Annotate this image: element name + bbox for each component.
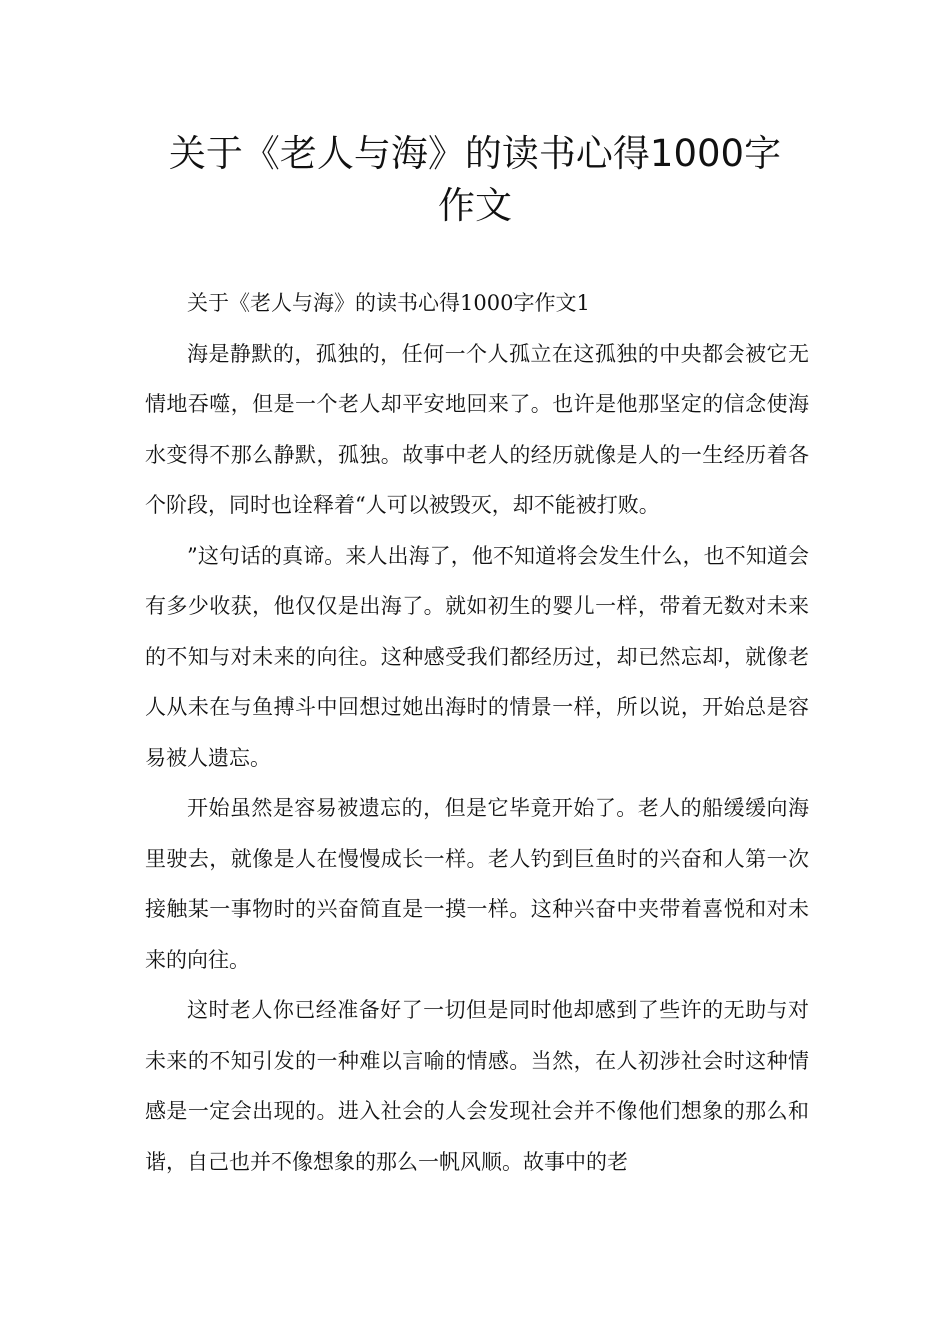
body-paragraph-2: ”这句话的真谛。来人出海了，他不知道将会发生什么，也不知道会有多少收获，他仅仅是出海了。就如初生的婴儿一样，带着无数对未来的不知与对未来的向往。这种感受我们都经历过，却已然忘却，就像老人从未在与鱼搏斗中回想过她出海时的情景一样，所以说，开始总是容易被人遗忘。: [145, 543, 809, 770]
section-subtitle: 关于《老人与海》的读书心得1000字作文1: [187, 291, 590, 315]
body-paragraph-4: 这时老人你已经准备好了一切但是同时他却感到了些许的无助与对未来的不知引发的一种难以言喻的情感。当然，在人初涉社会时这种情感是一定会出现的。进入社会的人会发现社会并不像他们想象的那么和谐，自己也并不像想象的那么一帆风顺。故事中的老: [145, 998, 809, 1174]
document-body: [145, 278, 809, 1187]
document-title: [120, 128, 830, 232]
body-paragraph-3: 开始虽然是容易被遗忘的，但是它毕竟开始了。老人的船缓缓向海里驶去，就像是人在慢慢成长一样。老人钓到巨鱼时的兴奋和人第一次接触某一事物时的兴奋简直是一摸一样。这种兴奋中夹带着喜悦和对未来的向往。: [145, 796, 809, 972]
document-title-line-1: 关于《老人与海》的读书心得1000字: [168, 132, 782, 175]
document-title-line-2: 作文: [438, 184, 512, 227]
body-paragraph-1: 海是静默的，孤独的，任何一个人孤立在这孤独的中央都会被它无情地吞噬，但是一个老人却平安地回来了。也许是他那坚定的信念使海水变得不那么静默，孤独。故事中老人的经历就像是人的一生经历着各个阶段，同时也诠释着“人可以被毁灭，却不能被打败。: [145, 341, 809, 517]
